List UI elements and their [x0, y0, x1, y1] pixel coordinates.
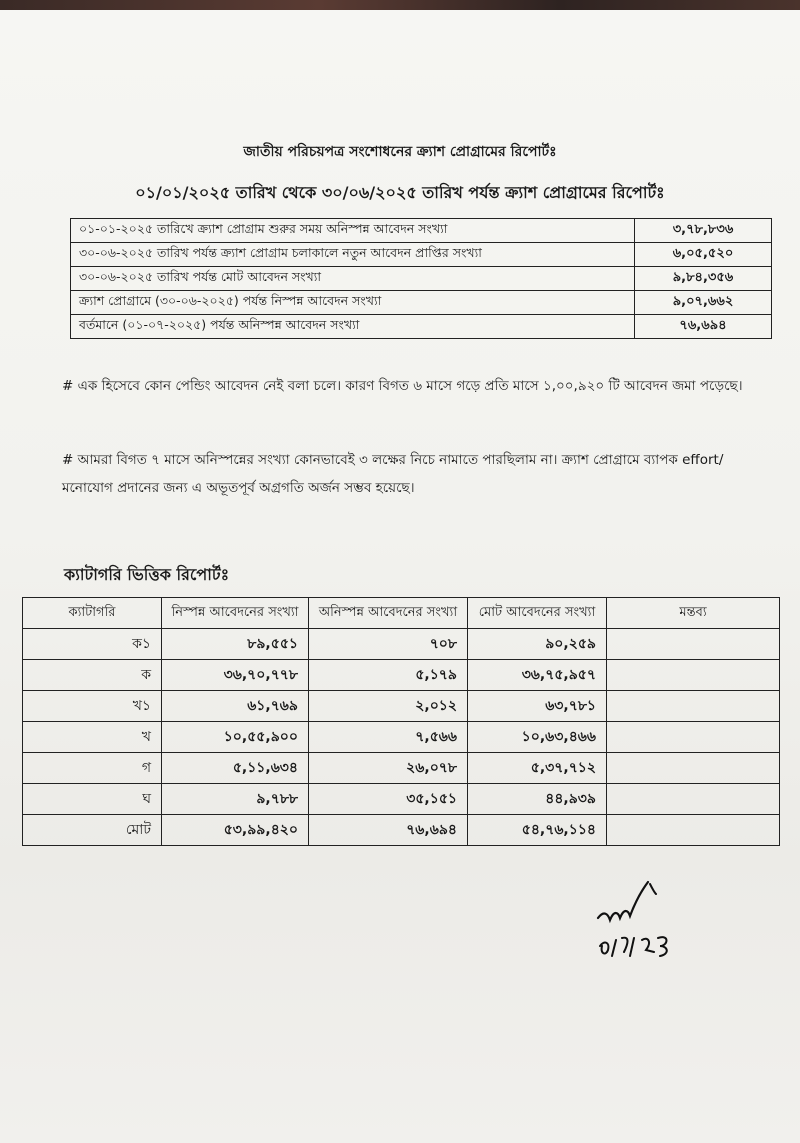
table-row — [23, 722, 780, 753]
summary-label: ৩০-০৬-২০২৫ তারিখ পর্যন্ত ক্র্যাশ প্রোগ্রাম চলাকালে নতুন আবেদন প্রাপ্তির সংখ্যা — [71, 243, 635, 267]
total-cell: ৫৪,৭৬,১১৪ — [468, 815, 607, 846]
table-row — [23, 660, 780, 691]
summary-value: ৭৬,৬৯৪ — [635, 315, 772, 339]
summary-row — [71, 315, 772, 339]
summary-label: ক্র্যাশ প্রোগ্রামে (৩০-০৬-২০২৫) পর্যন্ত নিস্পন্ন আবেদন সংখ্যা — [71, 291, 635, 315]
total-cell: ৬৩,৭৮১ — [468, 691, 607, 722]
total-cell: ৩৬,৭৫,৯৫৭ — [468, 660, 607, 691]
summary-label: ০১-০১-২০২৫ তারিখে ক্র্যাশ প্রোগ্রাম শুরুর সময় অনিস্পন্ন আবেদন সংখ্যা — [71, 219, 635, 243]
remark-cell — [607, 784, 780, 815]
table-row — [23, 753, 780, 784]
category-table — [22, 597, 780, 846]
remark-cell — [607, 660, 780, 691]
category-cell: ঘ — [23, 784, 162, 815]
pending-cell: ৩৫,১৫১ — [309, 784, 468, 815]
report-heading: জাতীয় পরিচয়পত্র সংশোধনের ক্র্যাশ প্রোগ্রামের রিপোর্টঃ — [243, 144, 557, 160]
remark-cell — [607, 815, 780, 846]
table-row-total — [23, 815, 780, 846]
pending-cell: ৭০৮ — [309, 629, 468, 660]
header-pending: অনিস্পন্ন আবেদনের সংখ্যা — [309, 598, 468, 629]
table-row — [23, 784, 780, 815]
pending-cell: ৫,১৭৯ — [309, 660, 468, 691]
table-row — [23, 691, 780, 722]
summary-value: ৯,০৭,৬৬২ — [635, 291, 772, 315]
completed-cell: ৫,১১,৬৩৪ — [162, 753, 309, 784]
total-cell: ১০,৬৩,৪৬৬ — [468, 722, 607, 753]
pending-cell: ২৬,০৭৮ — [309, 753, 468, 784]
note-paragraph-1: # এক হিসেবে কোন পেন্ডিং আবেদন নেই বলা চলে। কারণ বিগত ৬ মাসে গড়ে প্রতি মাসে ১,০০,৯২০ টি আবেদন জমা পড়েছে। — [62, 378, 743, 394]
summary-value: ৬,০৫,৫২০ — [635, 243, 772, 267]
remark-cell — [607, 753, 780, 784]
category-cell: গ — [23, 753, 162, 784]
total-cell: ৫,৩৭,৭১২ — [468, 753, 607, 784]
remark-cell — [607, 722, 780, 753]
summary-row — [71, 219, 772, 243]
note-paragraph-2: # আমরা বিগত ৭ মাসে অনিস্পন্নের সংখ্যা কোনভাবেই ৩ লক্ষের নিচে নামাতে পারছিলাম না। ক্র্যাশ প্রোগ্রামে ব্যাপক effort/ মনোযোগ প্রদানের জন্য এ অভূতপূর্ব অগ্রগতি অর্জন সম্ভব হয়েছে। — [62, 452, 724, 496]
header-remarks: মন্তব্য — [607, 598, 780, 629]
summary-row — [71, 291, 772, 315]
category-cell: খ — [23, 722, 162, 753]
category-cell: ক১ — [23, 629, 162, 660]
pending-cell: ৭৬,৬৯৪ — [309, 815, 468, 846]
completed-cell: ১০,৫৫,৯০০ — [162, 722, 309, 753]
remark-cell — [607, 629, 780, 660]
summary-label: ৩০-০৬-২০২৫ তারিখ পর্যন্ত মোট আবেদন সংখ্যা — [71, 267, 635, 291]
remark-cell — [607, 691, 780, 722]
completed-cell: ৯,৭৮৮ — [162, 784, 309, 815]
handwritten-signature — [590, 880, 750, 960]
table-row — [23, 629, 780, 660]
header-completed: নিস্পন্ন আবেদনের সংখ্যা — [162, 598, 309, 629]
summary-value: ৯,৮৪,৩৫৬ — [635, 267, 772, 291]
completed-cell: ৬১,৭৬৯ — [162, 691, 309, 722]
total-cell: ৪৪,৯৩৯ — [468, 784, 607, 815]
pending-cell: ৭,৫৬৬ — [309, 722, 468, 753]
summary-value: ৩,৭৮,৮৩৬ — [635, 219, 772, 243]
category-header-row — [23, 598, 780, 629]
summary-label: বর্তমানে (০১-০৭-২০২৫) পর্যন্ত অনিস্পন্ন আবেদন সংখ্যা — [71, 315, 635, 339]
category-cell: খ১ — [23, 691, 162, 722]
completed-cell: ৫৩,৯৯,৪২০ — [162, 815, 309, 846]
header-total: মোট আবেদনের সংখ্যা — [468, 598, 607, 629]
summary-table — [70, 218, 772, 339]
header-category: ক্যাটাগরি — [23, 598, 162, 629]
pending-cell: ২,০১২ — [309, 691, 468, 722]
summary-row — [71, 243, 772, 267]
category-report-title: ক্যাটাগরি ভিত্তিক রিপোর্টঃ — [64, 565, 230, 584]
completed-cell: ৮৯,৫৫১ — [162, 629, 309, 660]
summary-row — [71, 267, 772, 291]
total-cell: ৯০,২৫৯ — [468, 629, 607, 660]
category-cell: ক — [23, 660, 162, 691]
category-cell: মোট — [23, 815, 162, 846]
completed-cell: ৩৬,৭০,৭৭৮ — [162, 660, 309, 691]
report-subheading: ০১/০১/২০২৫ তারিখ থেকে ৩০/০৬/২০২৫ তারিখ পর্যন্ত ক্র্যাশ প্রোগ্রামের রিপোর্টঃ — [135, 183, 665, 202]
